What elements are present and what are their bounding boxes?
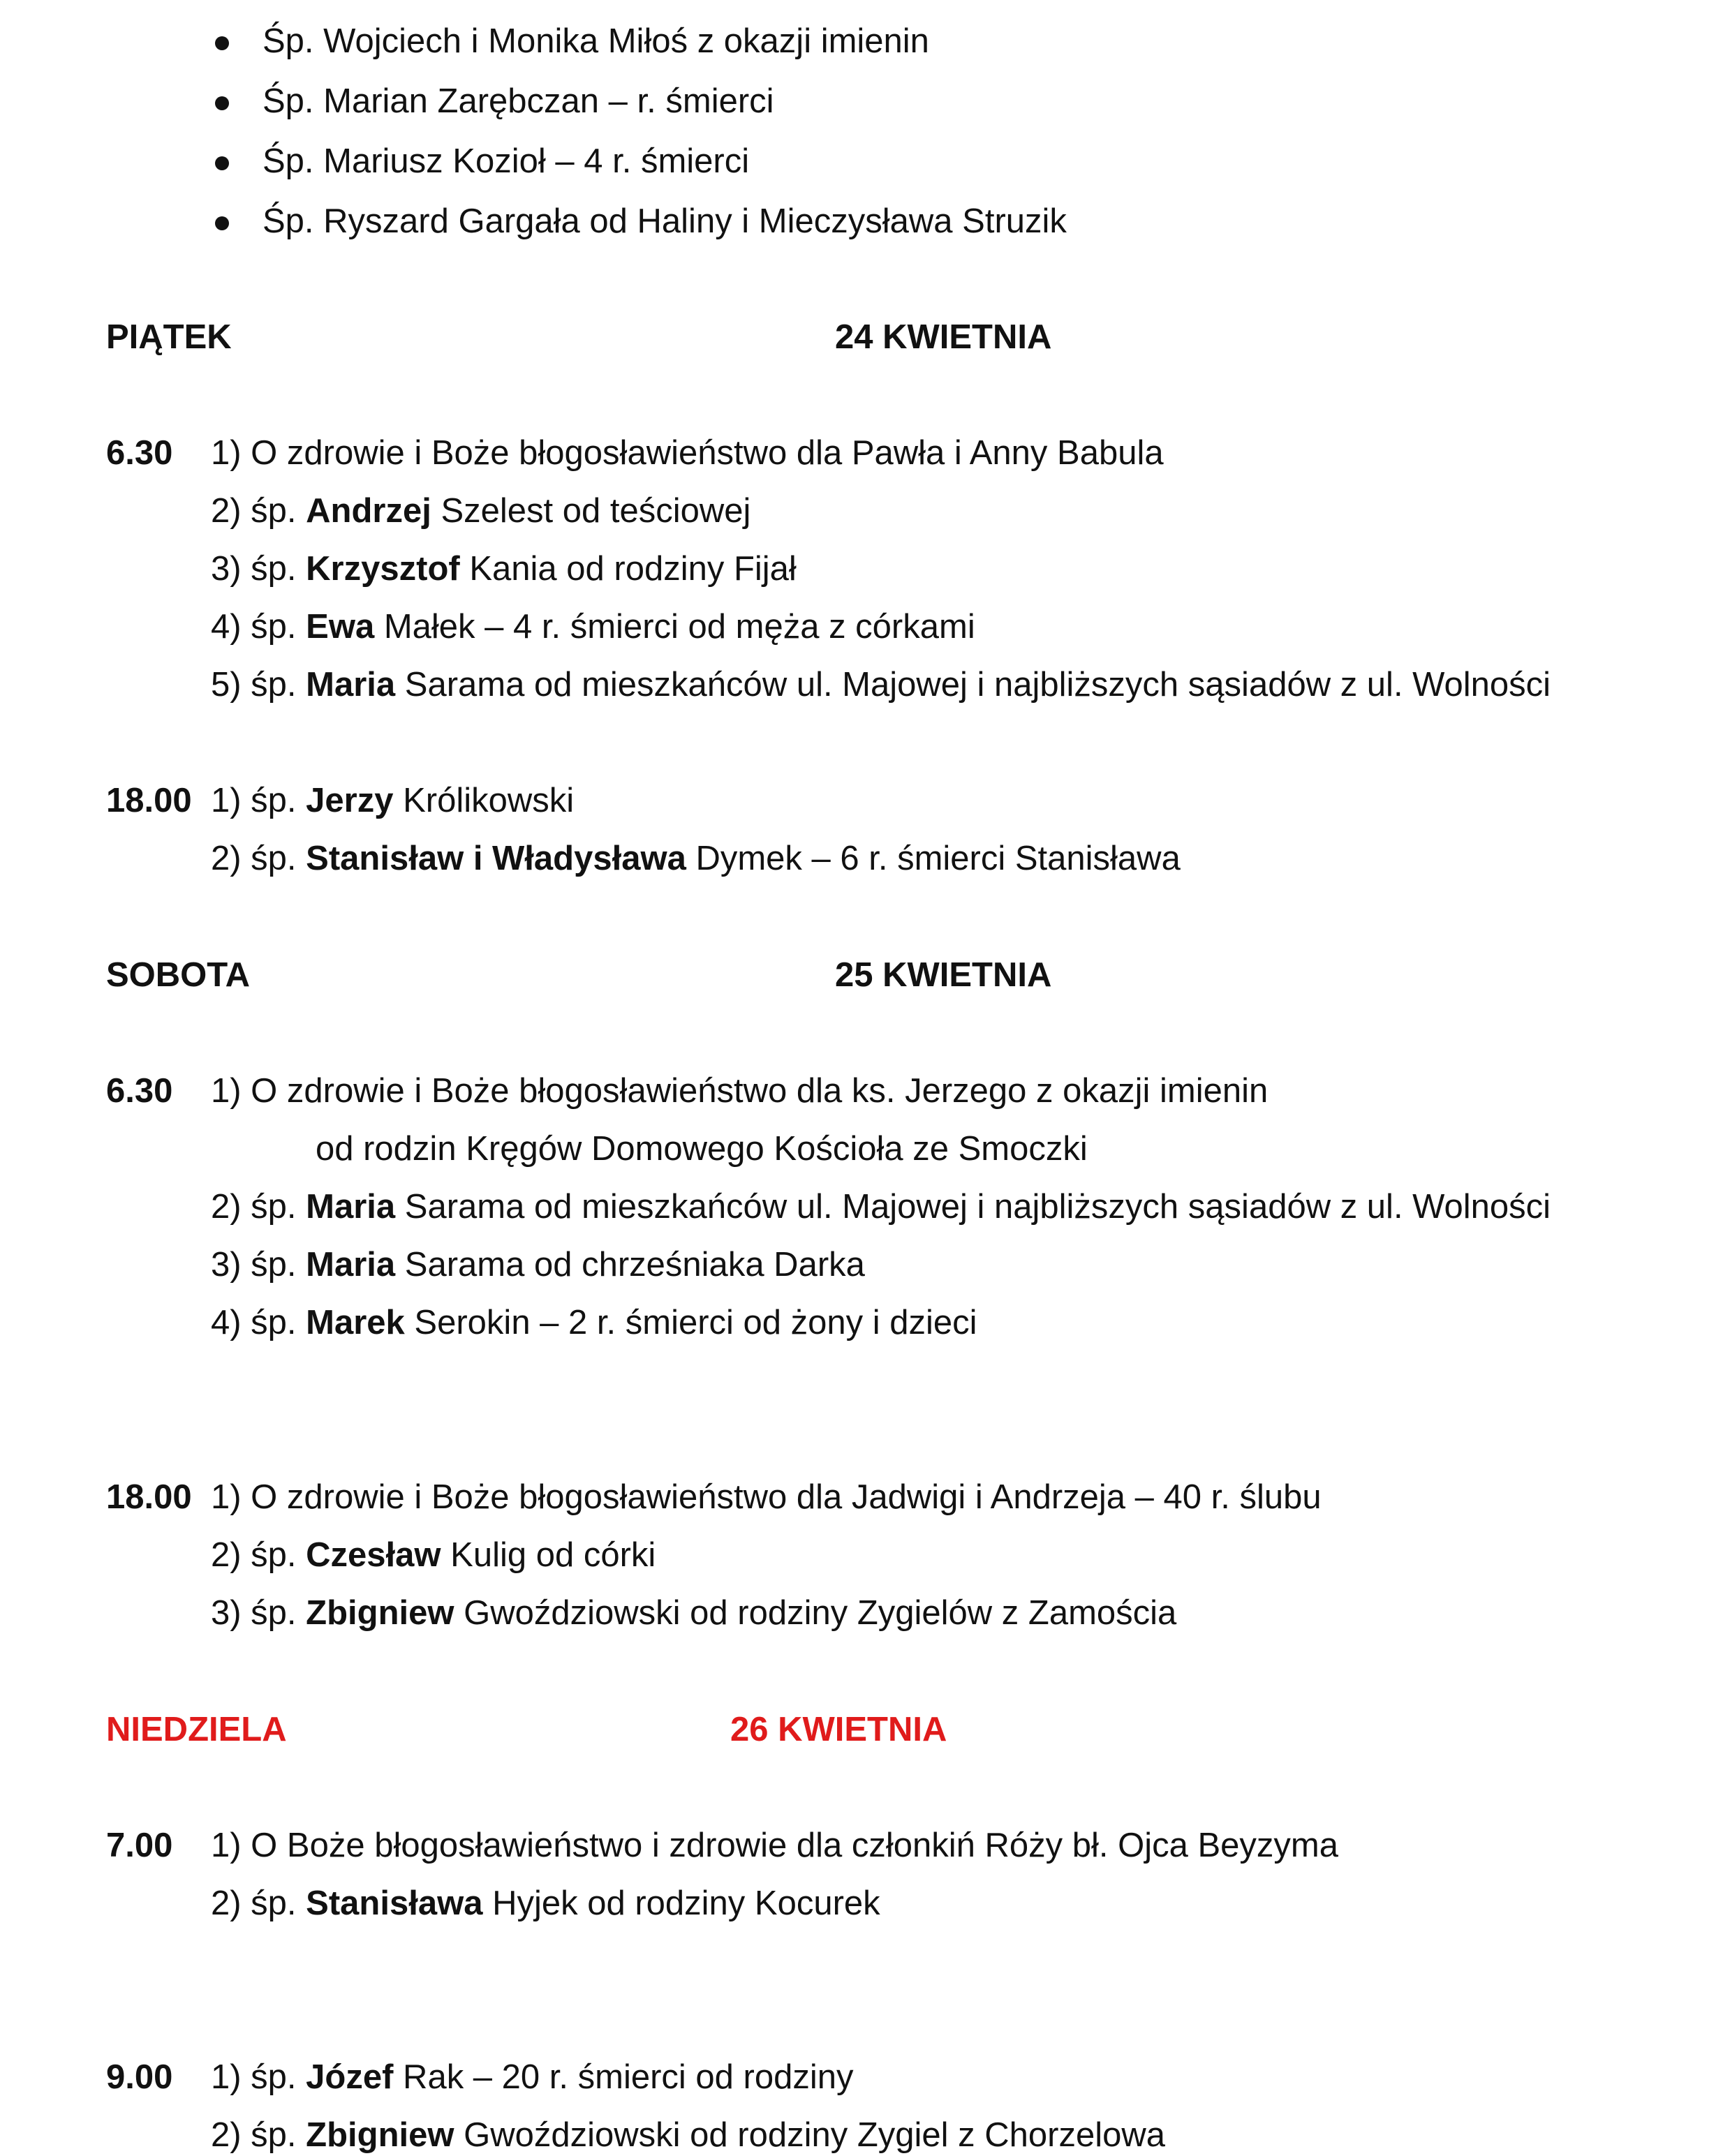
mass-time: 18.00 [106,782,192,819]
intention-line: 1) śp. Józef Rak – 20 r. śmierci od rodziny [211,2058,854,2096]
intention-line: 4) śp. Ewa Małek – 4 r. śmierci od męża z córkami [211,608,975,646]
bullet-item: Śp. Mariusz Kozioł – 4 r. śmierci [262,142,750,180]
intention-name: Maria [306,1188,396,1226]
intention-line: 2) śp. Zbigniew Gwoździowski od rodziny Zygiel z Chorzelowa [211,2116,1165,2154]
intention-line: 3) śp. Zbigniew Gwoździowski od rodziny Zygielów z Zamościa [211,1594,1177,1632]
bullet-dot [215,156,229,170]
intention-line: 1) O zdrowie i Boże błogosławieństwo dla ks. Jerzego z okazji imienin [211,1072,1269,1110]
intention-name: Andrzej [306,492,431,530]
intention-line: 2) śp. Czesław Kulig od córki [211,1536,656,1574]
bullet-item: Śp. Wojciech i Monika Miłoś z okazji imienin [262,22,929,60]
day-date: 25 KWIETNIA [835,956,1052,994]
intention-name: Ewa [306,608,375,646]
intention-name: Zbigniew [306,1594,454,1632]
intention-line: 2) śp. Maria Sarama od mieszkańców ul. Majowej i najbliższych sąsiadów z ul. Wolności [211,1188,1551,1226]
intention-name: Czesław [306,1536,441,1574]
intention-line: 3) śp. Krzysztof Kania od rodziny Fijał [211,550,797,588]
intention-name: Zbigniew [306,2116,454,2154]
intention-name: Maria [306,1246,396,1284]
bullet-dot [215,216,229,230]
intention-name: Krzysztof [306,550,460,588]
intention-line: 1) O zdrowie i Boże błogosławieństwo dla Pawła i Anny Babula [211,434,1164,472]
intention-line: 2) śp. Stanisława Hyjek od rodziny Kocurek [211,1884,880,1922]
bullet-dot [215,96,229,110]
mass-time: 9.00 [106,2058,173,2096]
intention-name: Marek [306,1304,405,1341]
intention-line: od rodzin Kręgów Domowego Kościoła ze Smoczki [316,1130,1088,1168]
mass-time: 6.30 [106,1072,173,1110]
bullet-item: Śp. Marian Zarębczan – r. śmierci [262,82,774,120]
bullet-item: Śp. Ryszard Gargała od Haliny i Mieczysława Struzik [262,202,1067,240]
intention-line: 1) O Boże błogosławieństwo i zdrowie dla członkiń Róży bł. Ojca Beyzyma [211,1827,1338,1864]
intention-line: 4) śp. Marek Serokin – 2 r. śmierci od żony i dzieci [211,1304,977,1341]
intention-name: Stanisława [306,1884,483,1922]
intention-line: 2) śp. Andrzej Szelest od teściowej [211,492,751,530]
bullet-dot [215,36,229,50]
day-name: SOBOTA [106,956,250,994]
intention-line: 3) śp. Maria Sarama od chrześniaka Darka [211,1246,865,1284]
mass-time: 6.30 [106,434,173,472]
intention-name: Maria [306,666,396,704]
mass-time: 7.00 [106,1827,173,1864]
day-name: PIĄTEK [106,318,232,356]
day-name: NIEDZIELA [106,1711,287,1748]
day-date: 26 KWIETNIA [730,1711,947,1748]
intention-line: 1) śp. Jerzy Królikowski [211,782,575,819]
intention-name: Stanisław i Władysława [306,840,686,877]
intention-name: Józef [306,2058,394,2096]
intention-name: Jerzy [306,782,394,819]
intention-line: 1) O zdrowie i Boże błogosławieństwo dla Jadwigi i Andrzeja – 40 r. ślubu [211,1478,1322,1516]
day-date: 24 KWIETNIA [835,318,1052,356]
mass-time: 18.00 [106,1478,192,1516]
intention-line: 5) śp. Maria Sarama od mieszkańców ul. Majowej i najbliższych sąsiadów z ul. Wolności [211,666,1551,704]
intention-line: 2) śp. Stanisław i Władysława Dymek – 6 r. śmierci Stanisława [211,840,1181,877]
